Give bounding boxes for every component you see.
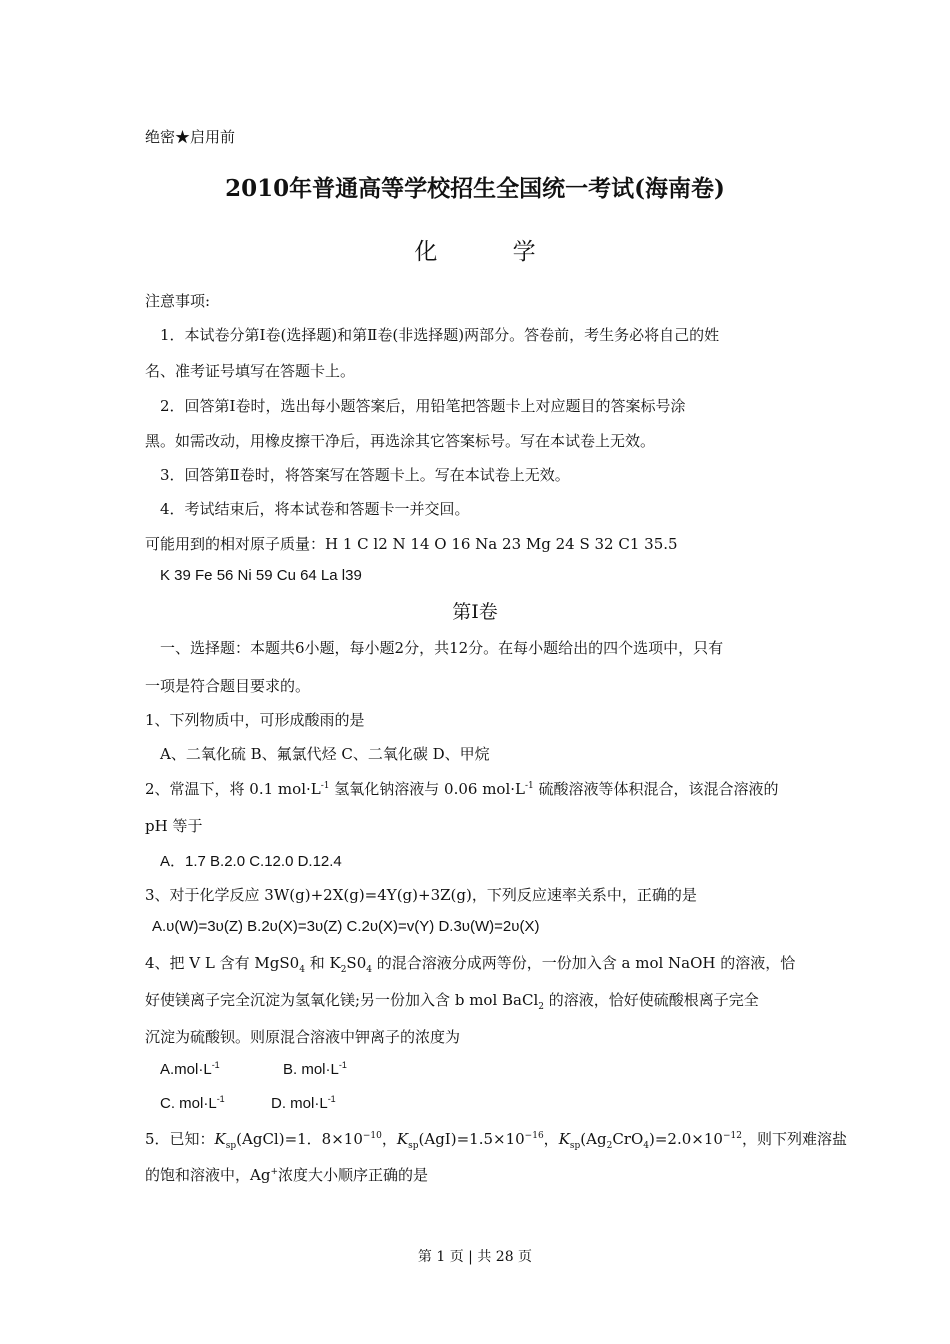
q5-ag2cro4-post: )=2.0×10 [649, 1130, 723, 1148]
q4-b1-sub: 2 [538, 1002, 544, 1012]
question-2-stem [145, 778, 779, 799]
q5-sp2: sp [408, 1141, 419, 1151]
q5-e12: −12 [722, 1131, 742, 1141]
q5-b2: 浓度大小顺序正确的是 [277, 1166, 428, 1184]
q5-b1: 的饱和溶液中，Ag [145, 1166, 271, 1184]
q5-ag2cro4-pre: (Ag [580, 1130, 607, 1148]
note-2-line-b: 黑。如需改动，用橡皮擦干净后，再选涂其它答案标号。写在本试卷上无效。 [145, 432, 656, 450]
q2-stem-post: 硫酸溶液等体积混合，该混合溶液的 [533, 780, 779, 798]
section-intro-b: 一项是符合题目要求的。 [145, 677, 311, 695]
q5-tail: ，则下列难溶盐 [741, 1130, 847, 1148]
q4-a4: 的混合溶液分成两等份，一份加入含 a mol NaOH 的溶液，恰 [371, 954, 796, 972]
q2-stem-pre: 2、常温下，将 0.1 mol·L [145, 780, 321, 798]
question-4-option-d [271, 1094, 336, 1112]
question-1-options: A、二氧化硫 B、氟氯代烃 C、二氧化碳 D、甲烷 [160, 745, 490, 763]
question-5-line-b [145, 1164, 428, 1185]
q4-a3-sub: 4 [366, 965, 372, 975]
exam-title: 2010年普通高等学校招生全国统一考试(海南卷) [225, 175, 725, 202]
q5-ag2cro4-sub2: 4 [643, 1141, 650, 1151]
note-1-line-b: 名、准考证号填写在答题卡上。 [145, 362, 356, 380]
notes-heading: 注意事项: [145, 292, 211, 310]
q4-a2: 和 K [304, 954, 341, 972]
section-intro-a: 一、选择题：本题共6小题，每小题2分，共12分。在每小题给出的四个选项中，只有 [160, 639, 724, 657]
q4-a2-sub: 2 [340, 965, 347, 975]
question-4-option-b [283, 1060, 347, 1078]
q5-ag2cro4-mid: CrO [612, 1130, 644, 1148]
subject-title: 化 学 [414, 239, 570, 265]
q2-sup-2: -1 [524, 781, 534, 791]
note-3: 3．回答第Ⅱ卷时，将答案写在答题卡上。写在本试卷上无效。 [160, 466, 570, 484]
question-2-stem-b: pH 等于 [145, 817, 203, 835]
question-4-option-a [160, 1060, 220, 1078]
q4-opt-d-sup: -1 [327, 1094, 336, 1104]
note-4: 4．考试结束后，将本试卷和答题卡一并交回。 [160, 500, 470, 518]
confidential-mark: 绝密★启用前 [145, 128, 236, 146]
note-2-line-a: 2．回答第Ⅰ卷时，选出每小题答案后，用铅笔把答题卡上对应题目的答案标号涂 [160, 397, 686, 415]
q4-a3: S0 [346, 954, 367, 972]
page-footer: 第 1 页 | 共 28 页 [417, 1249, 533, 1265]
q5-sp3: sp [569, 1141, 581, 1151]
q5-e10: −10 [362, 1131, 382, 1141]
q4-opt-b-text: B. mol·L [283, 1061, 339, 1078]
question-5-line-a: 5．已知：$K_{sp}(AgCl)=1$．$8\times 10^{-10}$，$K_{sp}(AgI)=1.5\times 10^{-16}$，$K_{sp}(Ag_2CrO_4)=2.0\times 10^{-12}$，则下列难溶盐 [145, 1130, 847, 1151]
q4-b1: 好使镁离子完全沉淀为氢氧化镁;另一份加入含 b mol BaCl [145, 991, 539, 1009]
note-1-line-a: 1．本试卷分第Ⅰ卷(选择题)和第Ⅱ卷(非选择题)两部分。答卷前，考生务必将自己的姓 [160, 326, 720, 344]
q4-opt-a-sup: -1 [211, 1060, 220, 1070]
q5-agi: (AgI)=1.5×10 [418, 1130, 525, 1148]
section-title: 第Ⅰ卷 [452, 601, 498, 623]
q4-opt-c-sup: -1 [216, 1094, 225, 1104]
question-3-options: A.υ(W)=3υ(Z) B.2υ(X)=3υ(Z) C.2υ(X)=v(Y) D.3υ(W)=2υ(X) [152, 918, 540, 935]
q4-a1: 4、把 V L 含有 MgS0 [145, 954, 300, 972]
atomic-masses-line-2: K 39 Fe 56 Ni 59 Cu 64 La l39 [160, 567, 362, 584]
q4-opt-c-text: C. mol·L [160, 1095, 217, 1112]
question-1-stem: 1、下列物质中，可形成酸雨的是 [145, 711, 365, 729]
q5-k3: K [558, 1130, 570, 1148]
q4-opt-b-sup: -1 [338, 1060, 347, 1070]
q2-stem-mid: 氢氧化钠溶液与 0.06 mol·L [329, 780, 525, 798]
q5-agcl: (AgCl)=1．8×10 [236, 1130, 363, 1148]
q4-opt-d-text: D. mol·L [271, 1095, 328, 1112]
question-3-stem: 3、对于化学反应 3W(g)+2X(g)=4Y(g)+3Z(g)，下列反应速率关系中，正确的是 [145, 886, 697, 904]
q4-opt-a-text: A.mol·L [160, 1061, 212, 1078]
q5-a1: 5．已知： [145, 1130, 215, 1148]
q5-sp1: sp [225, 1141, 237, 1151]
q5-e16: −16 [524, 1131, 544, 1141]
q4-b2: 的溶液，恰好使硫酸根离子完全 [544, 991, 759, 1009]
question-4-line-b [145, 989, 759, 1012]
q5-b-sup: + [270, 1167, 278, 1177]
atomic-masses-line-1: 可能用到的相对原子质量：H 1 C l2 N 14 O 16 Na 23 Mg 24 S 32 C1 35.5 [145, 535, 678, 553]
q4-a1-sub: 4 [299, 965, 305, 975]
question-4-line-a [145, 952, 795, 975]
q5-ag2cro4-sub1: 2 [606, 1141, 613, 1151]
question-2-options: A．1.7 B.2.0 C.12.0 D.12.4 [160, 853, 342, 870]
q2-sup-1: -1 [320, 781, 330, 791]
question-4-line-c: 沉淀为硫酸钡。则原混合溶液中钾离子的浓度为 [145, 1028, 461, 1046]
q5-k2: K [396, 1130, 409, 1148]
question-4-option-c [160, 1094, 225, 1112]
q5-k1: K [214, 1130, 226, 1148]
